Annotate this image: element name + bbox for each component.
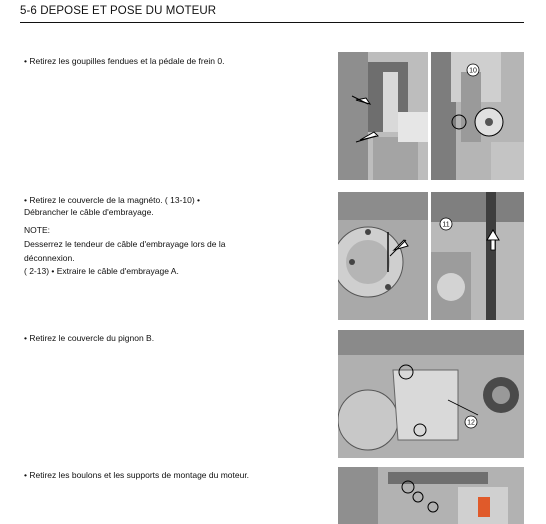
photo-clutch-cable [431, 192, 524, 320]
step-2-line-2: Débrancher le câble d'embrayage. [24, 207, 154, 217]
callout-12: 12 [467, 419, 475, 427]
step-4-text: • Retirez les boulons et les supports de montage du moteur. [24, 470, 250, 480]
note-line-2: déconnexion. [24, 253, 75, 263]
photo-sprocket-cover [338, 330, 524, 458]
step-1-text: • Retirez les goupilles fendues et la pédale de frein 0. [24, 56, 225, 66]
callout-11: 11 [442, 221, 450, 229]
photo-magneto-cover [338, 192, 428, 320]
photo-brake-pedal-left [338, 52, 428, 180]
photo-brake-pedal-right [431, 52, 524, 180]
callout-10: 10 [469, 67, 477, 75]
photo-engine-mounts [338, 467, 524, 524]
page-title: 5-6 DEPOSE ET POSE DU MOTEUR [20, 5, 217, 17]
note-line-3: ( 2-13) • Extraire le câble d'embrayage A. [24, 266, 179, 276]
page-header [20, 4, 524, 23]
note-label: NOTE: [24, 225, 50, 235]
note-line-1: Desserrez le tendeur de câble d'embrayage lors de la [24, 239, 226, 249]
step-3-text: • Retirez le couvercle du pignon B. [24, 333, 155, 343]
step-2-line-1: • Retirez le couvercle de la magnéto. ( 13-10) • [24, 195, 201, 205]
